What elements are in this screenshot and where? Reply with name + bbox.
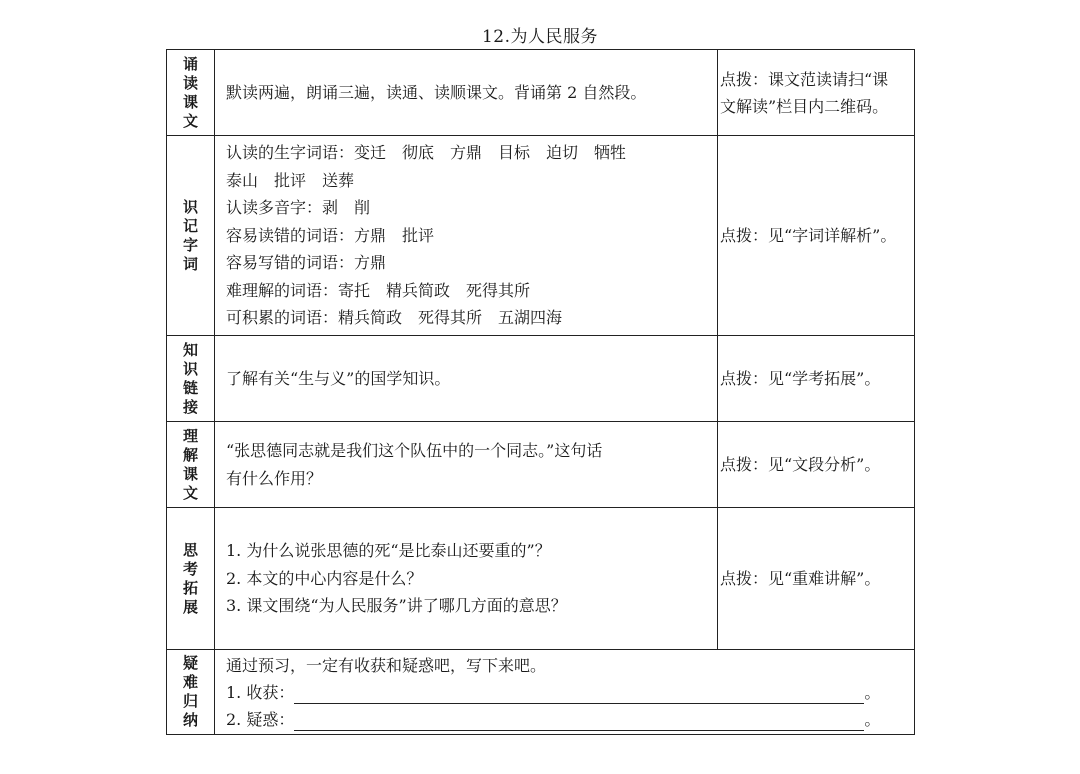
page-title: 12.为人民服务 bbox=[481, 27, 599, 47]
row-heading: 理 解 课 文 bbox=[167, 422, 215, 508]
row-heading: 识 记 字 词 bbox=[167, 136, 215, 336]
preview-table bbox=[166, 49, 915, 735]
row-tip: 点拨：见“字词详解析”。 bbox=[718, 136, 915, 336]
table-row bbox=[167, 136, 915, 336]
gain-line: 1. 收获： 。 bbox=[226, 683, 881, 702]
row-heading: 知 识 链 接 bbox=[167, 336, 215, 422]
summary-intro: 通过预习，一定有收获和疑惑吧，写下来吧。 bbox=[226, 656, 547, 675]
table-row bbox=[167, 508, 915, 650]
table-row bbox=[167, 422, 915, 508]
doubt-blank-field[interactable] bbox=[294, 712, 864, 731]
row-heading: 诵 读 课 文 bbox=[167, 50, 215, 136]
row-content: 1. 为什么说张思德的死“是比泰山还要重的”？ 2. 本文的中心内容是什么？ 3. 课文围绕“为人民服务”讲了哪几方面的意思？ bbox=[215, 508, 718, 650]
row-heading: 疑 难 归 纳 bbox=[167, 650, 215, 735]
row-content: 了解有关“生与义”的国学知识。 bbox=[215, 336, 718, 422]
row-content: “张思德同志就是我们这个队伍中的一个同志。”这句话 有什么作用？ bbox=[215, 422, 718, 508]
row-tip: 点拨：见“文段分析”。 bbox=[718, 422, 915, 508]
summary-content bbox=[215, 650, 915, 735]
row-tip: 点拨：见“重难讲解”。 bbox=[718, 508, 915, 650]
row-content: 默读两遍，朗诵三遍，读通、读顺课文。背诵第 2 自然段。 bbox=[215, 50, 718, 136]
table-row bbox=[167, 650, 915, 735]
table-row bbox=[167, 336, 915, 422]
row-content: 认读的生字词语：变迁 彻底 方鼎 目标 迫切 牺牲 泰山 批评 送葬 认读多音字：剥 削 容易读错的词语：方鼎 批评 容易写错的词语：方鼎 难理解的词语：寄托 精兵简政 死得其所 可积累的词语：精兵简政 死得其所 五湖四海 bbox=[215, 136, 718, 336]
row-heading: 思 考 拓 展 bbox=[167, 508, 215, 650]
row-tip: 点拨：课文范读请扫“课 文解读”栏目内二维码。 bbox=[718, 50, 915, 136]
table-row bbox=[167, 50, 915, 136]
gain-blank-field[interactable] bbox=[294, 685, 864, 704]
doubt-line: 2. 疑惑： 。 bbox=[226, 710, 881, 729]
row-tip: 点拨：见“学考拓展”。 bbox=[718, 336, 915, 422]
